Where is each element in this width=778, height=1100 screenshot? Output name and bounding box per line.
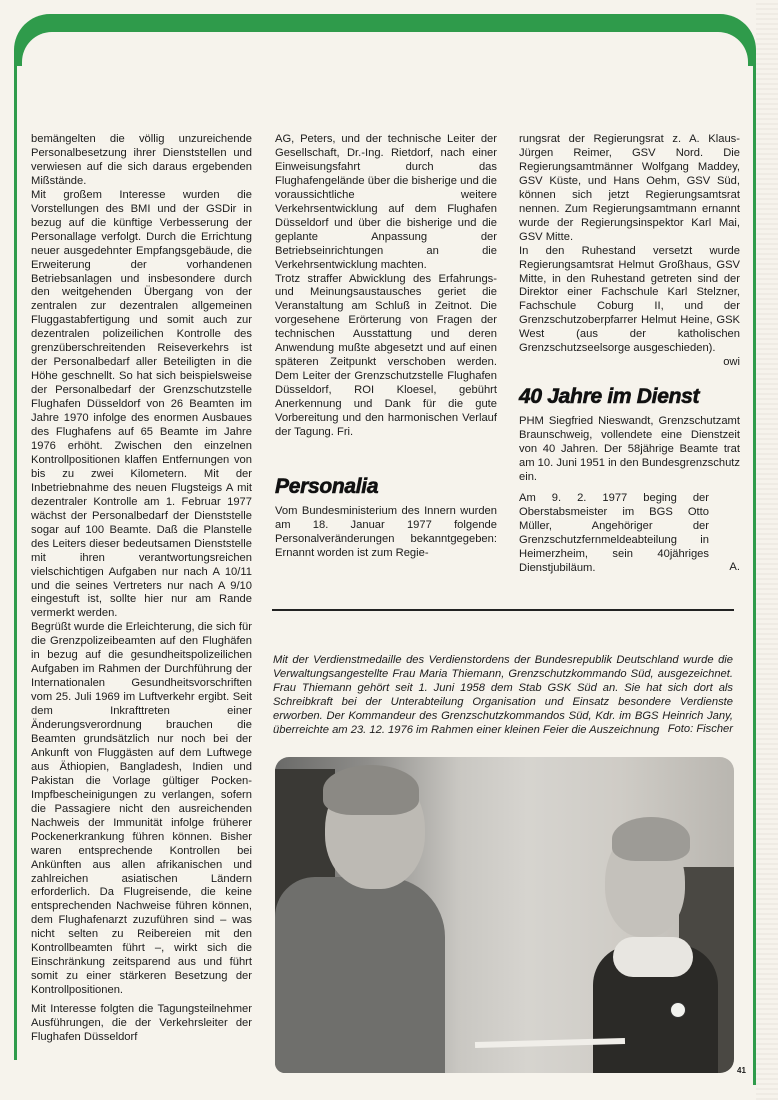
photo-credit: Foto: Fischer [667, 723, 733, 736]
article-column-2 [275, 133, 497, 440]
page-number: 41 [737, 1066, 746, 1075]
frame-inner [22, 32, 748, 92]
green-frame-right [753, 50, 756, 1085]
photo-caption [273, 654, 733, 737]
caption-text: Mit der Verdienstmedaille des Verdienstordens der Bundesrepublik Deutschland wurde die Verwaltungsangestellte Frau Maria Thiemann, Grenzschutzkommando Süd, ausgezeichnet. Frau Thiemann gehört seit 1. Juni 1958 dem Stab GSK Süd an. Sie hat sich dort als Schreibkraft bei der Unterabteilung Organisation und Einsatz besondere Verdienste erworben. Der Kommandeur des Grenzschutzkommandos Süd, Kdr. im BGS Heinrich Jany, überreichte am 23. 12. 1976 im Rahmen einer kleinen Feier die Auszeichnung [273, 654, 733, 736]
woman-hair [612, 817, 690, 861]
author-signature: A. [729, 561, 740, 574]
page-edge [756, 0, 778, 1100]
section-divider [272, 609, 734, 611]
personalia-section [275, 475, 497, 561]
paragraph: PHM Siegfried Nieswandt, Grenzschutzamt Braunschweig, vollendete eine Dienstzeit von 40 Jahren. Der 58jährige Beamte trat am 10. Juni 1951 in den Bundesgrenzschutz ein. [519, 415, 740, 483]
woman-blouse [613, 937, 693, 977]
paragraph: In den Ruhestand versetzt wurde Regierungsamtsrat Helmut Großhaus, GSV Mitte, in den Ruhestand getreten sind der Direktor einer Fachschule Karl Stelzner, Fachschule Coburg II, und der Grenzschutzoberpfarrer Helmut Heine, GSK West (aus der katholischen Grenzschutzseelsorge ausgeschieden). [519, 244, 740, 355]
section-heading: Personalia [275, 475, 379, 498]
medal-icon [670, 1002, 686, 1018]
green-frame-left [14, 50, 17, 1060]
author-signature: owi [723, 356, 740, 369]
paragraph: bemängelten die völlig unzureichende Personalbesetzung ihrer Dienststellen und verwiesen auf die sich daraus ergebenden Mißstände. [31, 133, 252, 187]
paragraph: Trotz straffer Abwicklung des Erfahrungs- und Meinungsaustausches geriet die Veranstaltung am Schluß in Zeitnot. Die vorgesehene Erörterung von Fragen der technischen Ausstattung und deren Anwendung mußte abgesetzt und auf einen späteren Zeitpunkt verschoben werden. Dem Leiter der Grenzschutzstelle Flughafen Düsseldorf, ROI Kloesel, gebührt Anerkennung und Dank für die gute Vorbereitung und den harmonischen Verlauf der Tagung. Fri. [275, 272, 497, 439]
article-column-3 [519, 133, 740, 370]
paragraph: Vom Bundesministerium des Innern wurden am 18. Januar 1977 folgende Personalveränderungen bekanntgegeben: Ernannt worden ist zum Regie- [275, 505, 497, 559]
paragraph: AG, Peters, und der technische Leiter der Gesellschaft, Dr.-Ing. Rietdorf, nach einer Einweisungsfahrt durch das Flughafengelände über die bisherige und die voraussichtliche weitere Verkehrsentwicklung auf dem Flughafen Düsseldorf und über die bisherige und die geplante Anpassung der Betriebseinrichtungen an die Verkehrsentwicklung machten. [275, 133, 497, 271]
paragraph: Begrüßt wurde die Erleichterung, die sich für die Grenzpolizeibeamten auf den Flughäfen in bezug auf die gesundheitspolizeilichen Aufgaben im Rahmen der Durchführung der Internationalen Gesundheitsvorschriften vom 25. Juli 1969 im Luftverkehr ergibt. Seit dem Inkrafttreten einer Änderungsverordnung brauchen die Beamten grundsätzlich nur noch bei der Ankunft von Fluggästen auf dem Luftwege aus Äthiopien, Bangladesh, Indien und Pakistan die Vorlage gültiger Pocken-Impfbescheinigungen zu verlangen, sofern die Passagiere nicht den ausreichenden Nachweis der Immunität infolge früherer Pockenerkrankung führen können. Bisher waren entsprechende Kontrollen bei Ankünften aus allen afrikanischen und zahlreichen asiatischen Ländern erforderlich. Da Flugreisende, die keine entsprechenden Nachweise führen können, dem Flughafenarzt zuzuführen sind – was nicht selten zu Reibereien mit den Kontrollbeamten führt –, wirkt sich die Einschränkung zeitsparend aus und führt somit zu einer stärkeren Besetzung der Kontrollpositionen. [31, 621, 252, 997]
paragraph: Mit großem Interesse wurden die Vorstellungen des BMI und der GSDir in bezug auf die künftige Verbesserung der Personallage verfolgt. Durch die Errichtung neuer ausgedehnter Empfangsgebäude, die Erweiterung der vorhandenen Betriebsanlagen und insbesondere durch den weitgehenden Übergang von der zentralen zur dezentralen allgemeinen Fluggastabfertigung und somit auch zur dezentralen polizeilichen Kontrolle des grenzüberschreitenden Reiseverkehrs ist der Personalbedarf aller Beteiligten in die Höhe geschnellt. So hat sich beispielsweise der Personalbedarf der Grenzschutzstelle Flughafen Düsseldorf von 26 Beamten im Jahre 1970 infolge des enormen Ausbaues des Flughafens auf 65 Beamte im Jahre 1976 erhöht. Zwischen den einzelnen Kontrollpositionen klaffen Entfernungen von bis zu zwei Kilometern. Mit der Inbetriebnahme des neuen Flugsteigs A mit dezentraler Kontrolle am 1. Februar 1977 wächst der Personalbedarf der Dienststelle sogar auf 100 Beamte. Daß die Planstelle des Leiters dieser bedeutsamen Dienststelle mit ihren verantwortungsreichen vielschichtigen Aufgaben nur nach A 10/11 und die seines Vertreters nur nach A 9/10 eingestuft ist, sollte hier nur am Rande vermerkt werden. [31, 188, 252, 620]
paragraph: Am 9. 2. 1977 beging der Oberstabsmeister im BGS Otto Müller, Angehöriger der Grenzschutzfernmeldeabteilung in Heimerzheim, sein 40jähriges Dienstjubiläum. [519, 491, 709, 574]
paragraph: rungsrat der Regierungsrat z. A. Klaus-Jürgen Reimer, GSV Nord. Die Regierungsamtmänner Wolfgang Maddey, GSV Küste, und Hans Oehm, GSV Süd, können sich jetzt Regierungsamtsrat nennen. Zum Regierungsamtmann ernannt wurde der Regierungsinspektor Karl Mai, GSV Mitte. [519, 133, 740, 243]
officer-figure [275, 877, 445, 1073]
anniversary-section [519, 385, 740, 575]
section-heading: 40 Jahre im Dienst [519, 385, 700, 408]
award-photo [275, 757, 734, 1073]
article-column-1 [31, 133, 252, 1045]
officer-hair [323, 765, 419, 815]
paragraph: Mit Interesse folgten die Tagungsteilnehmer Ausführungen, die der Verkehrsleiter der Flughafen Düsseldorf [31, 1003, 252, 1043]
